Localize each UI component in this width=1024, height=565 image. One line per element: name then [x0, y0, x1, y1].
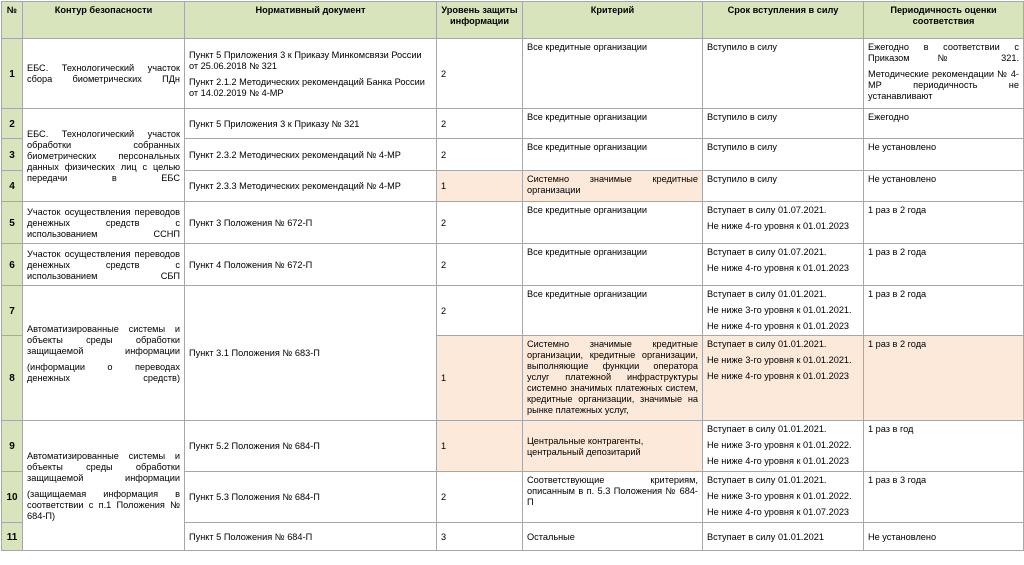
- level-cell: 1: [437, 336, 523, 421]
- header-contour: Контур безопасности: [23, 2, 185, 39]
- periodicity-cell: 1 раз в 2 года: [864, 202, 1024, 244]
- deadline-line: Не ниже 4-го уровня к 01.07.2023: [707, 507, 850, 517]
- document-cell: Пункт 5 Приложения 3 к Приказу № 321: [185, 109, 437, 139]
- contour-cell: [23, 421, 185, 551]
- deadline-line: Не ниже 3-го уровня к 01.01.2022.: [707, 491, 852, 501]
- contour-cell: ЕБС. Технологический участок обработки собранных биометрических персональных данных физических лиц с целью передачи в ЕБС: [23, 109, 185, 202]
- contour-line: Автоматизированные системы и объекты среды обработки защищаемой информации: [27, 323, 180, 356]
- row-number: 6: [2, 244, 23, 286]
- criterion-cell: Все кредитные организации: [523, 39, 703, 109]
- table-row: [2, 421, 1024, 472]
- deadline-line: Не ниже 4-го уровня к 01.01.2023: [707, 321, 850, 331]
- periodicity-cell: Не установлено: [864, 171, 1024, 202]
- level-cell: 2: [437, 139, 523, 171]
- deadline-line: Вступает в силу 01.01.2021.: [707, 339, 827, 349]
- contour-cell: [23, 286, 185, 421]
- contour-cell: Участок осуществления переводов денежных средств с использованием СБП: [23, 244, 185, 286]
- level-cell: 2: [437, 286, 523, 336]
- contour-line: Автоматизированные системы и объекты среды обработки защищаемой информации: [27, 450, 180, 483]
- periodicity-line: Методические рекомендации № 4-МР периодичность не устанавливают: [868, 69, 1019, 101]
- row-number: 8: [2, 336, 23, 421]
- row-number: 5: [2, 202, 23, 244]
- document-cell: [185, 39, 437, 109]
- level-cell: 1: [437, 421, 523, 472]
- criterion-cell: Все кредитные организации: [523, 202, 703, 244]
- row-number: 4: [2, 171, 23, 202]
- contour-line: (защищаемая информация в соответствии с п.1 Положения № 684-П): [27, 488, 180, 521]
- criterion-cell: Центральные контрагенты, центральный депозитарий: [523, 421, 703, 472]
- header-row: [2, 2, 1024, 39]
- deadline-line: Не ниже 4-го уровня к 01.01.2023: [707, 371, 850, 381]
- document-line: Пункт 5 Приложения 3 к Приказу Минкомсвязи России от 25.06.2018 № 321: [189, 49, 422, 71]
- criterion-cell: Соответствующие критериям, описанным в п. 5.3 Положения № 684-П: [523, 472, 703, 523]
- periodicity-cell: 1 раз в 2 года: [864, 244, 1024, 286]
- criterion-cell: Все кредитные организации: [523, 244, 703, 286]
- criterion-cell: Все кредитные организации: [523, 286, 703, 336]
- document-cell: Пункт 5.3 Положения № 684-П: [185, 472, 437, 523]
- deadline-cell: Вступило в силу: [703, 139, 864, 171]
- table-row: [2, 202, 1024, 244]
- table-row: [2, 286, 1024, 336]
- level-cell: 2: [437, 39, 523, 109]
- row-number: 11: [2, 523, 23, 551]
- criterion-cell: Все кредитные организации: [523, 139, 703, 171]
- deadline-line: Не ниже 3-го уровня к 01.01.2022.: [707, 440, 852, 450]
- periodicity-cell: 1 раз в 3 года: [864, 472, 1024, 523]
- deadline-line: Вступает в силу 01.01.2021.: [707, 475, 827, 485]
- document-cell: Пункт 4 Положения № 672-П: [185, 244, 437, 286]
- header-criterion: Критерий: [523, 2, 703, 39]
- deadline-cell: [703, 286, 864, 336]
- contour-cell: ЕБС. Технологический участок сбора биометрических ПДн: [23, 39, 185, 109]
- header-periodicity: Периодичность оценки соответствия: [864, 2, 1024, 39]
- header-document: Нормативный документ: [185, 2, 437, 39]
- document-cell: Пункт 2.3.3 Методических рекомендаций № 4-МР: [185, 171, 437, 202]
- level-cell: 2: [437, 472, 523, 523]
- level-cell: 3: [437, 523, 523, 551]
- deadline-cell: [703, 39, 864, 109]
- deadline-cell: [703, 244, 864, 286]
- level-cell: 2: [437, 244, 523, 286]
- header-level: Уровень защиты информации: [437, 2, 523, 39]
- deadline-line: Не ниже 3-го уровня к 01.01.2021.: [707, 355, 852, 365]
- deadline-line: Не ниже 4-го уровня к 01.01.2023: [707, 456, 850, 466]
- contour-line: (информации о переводах денежных средств): [27, 361, 180, 383]
- row-number: 7: [2, 286, 23, 336]
- deadline-cell: Вступает в силу 01.01.2021: [703, 523, 864, 551]
- document-cell: Пункт 3.1 Положения № 683-П: [185, 286, 437, 421]
- row-number: 3: [2, 139, 23, 171]
- header-deadline: Срок вступления в силу: [703, 2, 864, 39]
- deadline-line: Не ниже 4-го уровня к 01.01.2023: [707, 263, 850, 273]
- deadline-cell: [703, 336, 864, 421]
- table-row: [2, 109, 1024, 139]
- level-cell: 2: [437, 109, 523, 139]
- deadline-cell: Вступило в силу: [703, 109, 864, 139]
- table-row: [2, 244, 1024, 286]
- deadline-cell: Вступило в силу: [703, 171, 864, 202]
- row-number: 1: [2, 39, 23, 109]
- criterion-cell: Все кредитные организации: [523, 109, 703, 139]
- document-cell: Пункт 5 Положения № 684-П: [185, 523, 437, 551]
- header-num: №: [2, 2, 23, 39]
- periodicity-cell: 1 раз в 2 года: [864, 286, 1024, 336]
- criterion-cell: Остальные: [523, 523, 703, 551]
- level-cell: 2: [437, 202, 523, 244]
- row-number: 9: [2, 421, 23, 472]
- document-cell: Пункт 3 Положения № 672-П: [185, 202, 437, 244]
- periodicity-cell: [864, 39, 1024, 109]
- criterion-cell: Системно значимые кредитные организации, кредитные организации, выполняющие функции оператора услуг платежной инфраструктуры системно значимых платежных систем, кредитные организации, значимые на рынке платежных услуг,: [523, 336, 703, 421]
- deadline-line: Вступает в силу 01.07.2021.: [707, 247, 827, 257]
- deadline-line: Вступает в силу 01.07.2021.: [707, 205, 827, 215]
- security-contours-table: [1, 1, 1024, 551]
- periodicity-cell: Не установлено: [864, 139, 1024, 171]
- periodicity-cell: 1 раз в 2 года: [864, 336, 1024, 421]
- document-line: Пункт 2.1.2 Методических рекомендаций Банка России от 14.02.2019 № 4-МР: [189, 76, 425, 98]
- contour-cell: Участок осуществления переводов денежных средств с использованием ССНП: [23, 202, 185, 244]
- periodicity-cell: Не установлено: [864, 523, 1024, 551]
- periodicity-cell: 1 раз в год: [864, 421, 1024, 472]
- deadline-line: Вступило в силу: [707, 42, 777, 52]
- deadline-line: Не ниже 3-го уровня к 01.01.2021.: [707, 305, 852, 315]
- periodicity-line: Ежегодно в соответствии с Приказом № 321.: [868, 42, 1019, 63]
- deadline-line: Вступает в силу 01.01.2021.: [707, 424, 827, 434]
- deadline-cell: [703, 472, 864, 523]
- deadline-cell: [703, 202, 864, 244]
- row-number: 2: [2, 109, 23, 139]
- document-cell: Пункт 5.2 Положения № 684-П: [185, 421, 437, 472]
- level-cell: 1: [437, 171, 523, 202]
- criterion-cell: Системно значимые кредитные организации: [523, 171, 703, 202]
- table-row: [2, 39, 1024, 109]
- document-cell: Пункт 2.3.2 Методических рекомендаций № 4-МР: [185, 139, 437, 171]
- periodicity-cell: Ежегодно: [864, 109, 1024, 139]
- deadline-cell: [703, 421, 864, 472]
- deadline-line: Не ниже 4-го уровня к 01.01.2023: [707, 221, 850, 231]
- row-number: 10: [2, 472, 23, 523]
- deadline-line: Вступает в силу 01.01.2021.: [707, 289, 827, 299]
